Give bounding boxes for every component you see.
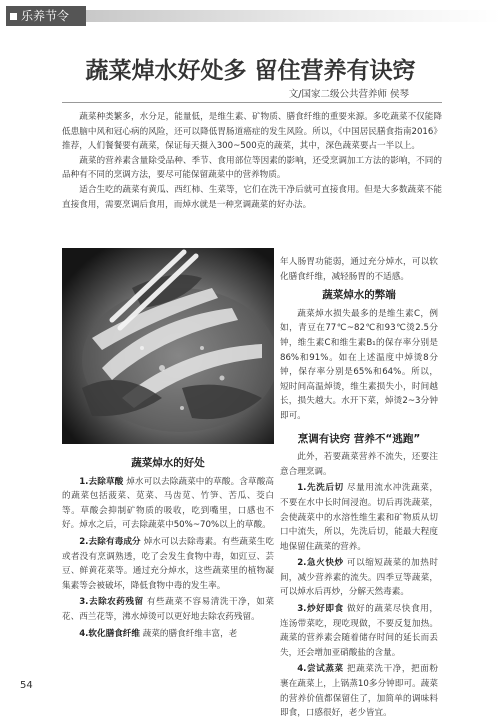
tips-heading: 烹调有诀窍 营养不“逃跑” xyxy=(297,432,421,445)
drawbacks-heading: 蔬菜焯水的弊端 xyxy=(322,289,396,302)
benefit-text: 有些蔬菜不容易清洗干净，如菜花、西兰花等，沸水焯烫可以更好地去除农药残留。 xyxy=(62,597,274,622)
benefits-heading: 蔬菜焯水的好处 xyxy=(131,457,205,469)
benefit-item xyxy=(62,475,274,533)
benefit-item xyxy=(62,595,274,624)
benefit-4-continuation: 年人肠胃功能弱，通过充分焯水，可以软化膳食纤维，减轻肠胃的不适感。 xyxy=(280,257,438,282)
tip-lead: 4.尝试蒸菜 xyxy=(297,664,344,675)
benefit-lead: 2.去除有毒成分 xyxy=(79,536,141,547)
column-header xyxy=(6,6,86,26)
title-divider xyxy=(62,102,442,103)
header-gradient-bar xyxy=(86,10,501,22)
square-icon xyxy=(10,13,17,20)
intro-paragraph: 蔬菜种类繁多，水分足，能量低，是维生素、矿物质、膳食纤维的重要来源。多吃蔬菜不仅能降低患脑中风和冠心病的风险，还可以降低胃肠道癌症的发生风险。所以，《中国居民膳食指南2016》推荐，人们餐餐要有蔬菜，保证每天摄入300~500克的蔬菜，其中，深色蔬菜要占一半以上。 xyxy=(62,112,442,152)
tip-text: 可以缩短蔬菜的加热时间，减少营养素的流失。四季豆等蔬菜，可以焯水后再炒，分解天然毒素。 xyxy=(280,558,438,598)
page-number: 54 xyxy=(20,680,33,691)
tips-intro: 此外，若要蔬菜营养不流失，还要注意合理烹调。 xyxy=(280,452,438,477)
article-intro xyxy=(62,110,442,212)
benefit-lead: 3.去除农药残留 xyxy=(79,597,144,608)
tip-text: 做好的蔬菜尽快食用，连汤带菜吃，现吃现做，不要反复加热。蔬菜的营养素会随着储存时间的延长而丢失，还会增加亚硝酸盐的含量。 xyxy=(280,604,438,658)
intro-paragraph: 适合生吃的蔬菜有黄瓜、西红柿、生菜等，它们在洗干净后就可直接食用。但是大多数蔬菜不能直接食用，需要烹调后食用，而焯水就是一种烹调蔬菜的好办法。 xyxy=(62,184,442,210)
benefit-lead: 4.软化膳食纤维 xyxy=(79,628,140,639)
tip-item xyxy=(280,602,438,660)
tip-text: 把蔬菜洗干净，把面粉裹在蔬菜上，上锅蒸10多分钟即可。蔬菜的营养价值都保留住了，加简单的调味料即食，口感很好，老少皆宜。 xyxy=(280,664,438,719)
tip-item xyxy=(280,556,438,600)
tip-lead: 3.炒好即食 xyxy=(297,604,344,615)
left-column xyxy=(62,452,274,643)
tip-text: 尽量用流水冲洗蔬菜，不要在水中长时间浸泡。切后再洗蔬菜，会使蔬菜中的水溶性维生素和矿物质从切口中流失，所以，先洗后切，能最大程度地保留住蔬菜的营养。 xyxy=(280,483,438,552)
intro-paragraph: 蔬菜的营养素含量除受品种、季节、食用部位等因素的影响，还受烹调加工方法的影响，不同的品种有不同的烹调方法，要尽可能保留蔬菜中的营养物质。 xyxy=(62,155,442,181)
drawbacks-paragraph: 蔬菜焯水损失最多的是维生素C，例如，青豆在77℃~82℃和93℃烫2.5分钟，维生素C和维生素B₁的保存率分别是86%和91%。如在上述温度中焯烫8分钟，保存率分别是65%和64%。所以，短时间高温焯烫，维生素损失小，时间越长，损失越大。水开下菜，焯烫2~3分钟即可。 xyxy=(280,308,438,421)
right-column xyxy=(280,255,438,723)
tip-lead: 2.急火快炒 xyxy=(297,558,344,569)
benefit-text: 焯水可以去除毒素。有些蔬菜生吃或者没有烹调熟透，吃了会发生食物中毒，如豇豆、芸豆、鲜黄花菜等。通过充分焯水，这些蔬菜里的植物凝集素等会被破坏，降低食物中毒的发生率。 xyxy=(62,536,274,591)
benefit-text-start: 蔬菜的膳食纤维丰富，老 xyxy=(142,628,238,639)
tip-item xyxy=(280,481,438,554)
column-label: 乐养节令 xyxy=(21,9,70,23)
benefit-lead: 1.去除草酸 xyxy=(79,476,124,487)
benefit-text: 焯水可以去除蔬菜中的草酸。含草酸高的蔬菜包括菠菜、苋菜、马齿苋、竹笋、苦瓜、茭白等。草酸会抑制矿物质的吸收，吃到嘴里，口感也不好。焯水之后，可去除蔬菜中50%~70%以上的草酸。 xyxy=(62,476,274,531)
vegetable-pot-illustration xyxy=(62,248,274,444)
tip-lead: 1.先洗后切 xyxy=(297,483,344,494)
article-title: 蔬菜焯水好处多 留住营养有诀窍 xyxy=(85,58,416,84)
benefit-item xyxy=(62,627,274,642)
tip-item xyxy=(280,662,438,720)
article-photo-blanched-vegetables xyxy=(62,248,274,444)
benefit-item xyxy=(62,535,274,593)
article-byline: 文/国家二级公共营养师 侯琴 xyxy=(288,89,409,100)
